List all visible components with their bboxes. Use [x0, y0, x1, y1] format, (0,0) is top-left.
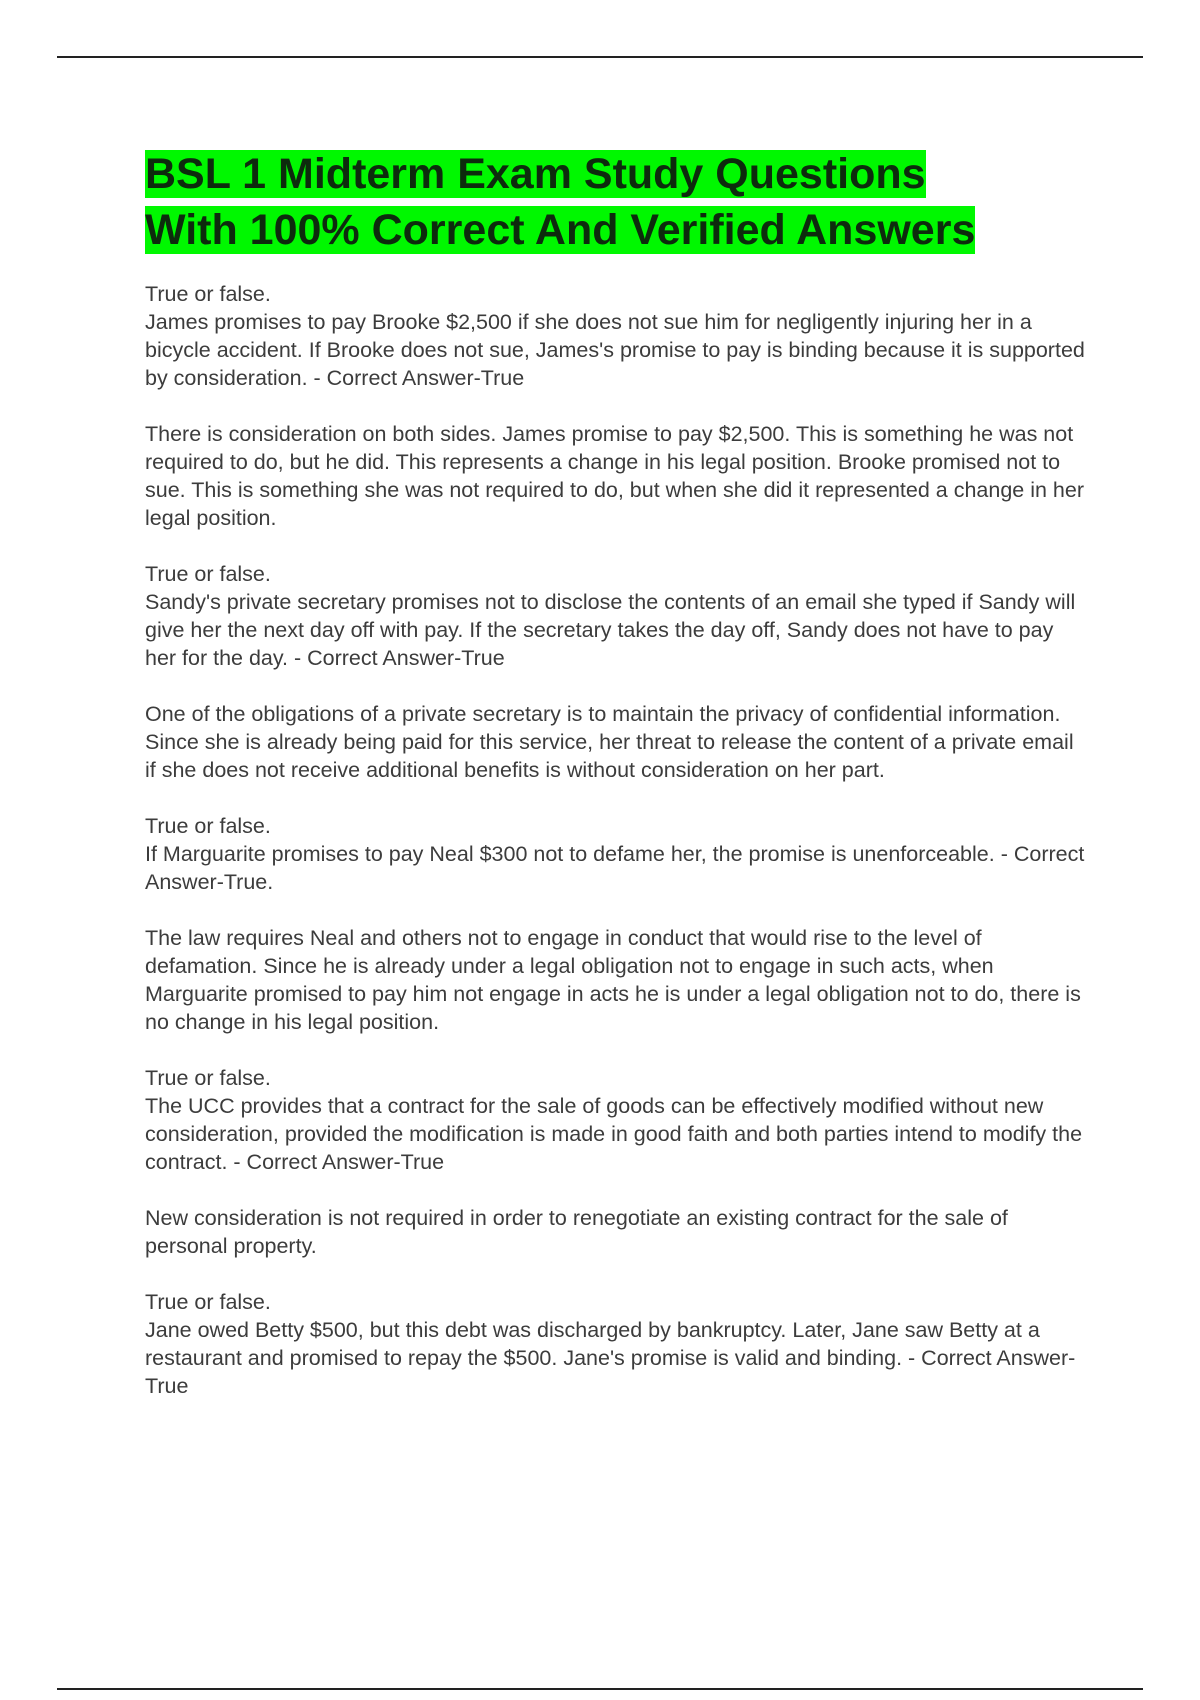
explanation-block-3	[145, 924, 1090, 1036]
explanation-text: One of the obligations of a private secretary is to maintain the privacy of confidential information. Since she is already being paid for this service, her threat to release the content of a private email if she does not receive additional benefits is without consideration on her part.	[145, 702, 1074, 782]
question-text: James promises to pay Brooke $2,500 if she does not sue him for negligently injuring her in a bicycle accident. If Brooke does not sue, James's promise to pay is binding because it is supported by consideration. - Correct Answer-True	[145, 310, 1085, 390]
explanation-block-4	[145, 1204, 1090, 1260]
top-rule	[57, 56, 1143, 58]
question-prompt: True or false.	[145, 814, 271, 838]
question-text: Sandy's private secretary promises not to disclose the contents of an email she typed if Sandy will give her the next day off with pay. If the secretary takes the day off, Sandy does not have to pay her for the day. - Correct Answer-True	[145, 590, 1076, 670]
explanation-text: There is consideration on both sides. James promise to pay $2,500. This is something he was not required to do, but he did. This represents a change in his legal position. Brooke promised not to sue. This is something she was not required to do, but when she did it represented a change in her legal position.	[145, 422, 1085, 530]
title-line-1: BSL 1 Midterm Exam Study Questions	[145, 150, 926, 198]
title-line-2: With 100% Correct And Verified Answers	[145, 206, 976, 254]
question-text: The UCC provides that a contract for the sale of goods can be effectively modified without new consideration, provided the modification is made in good faith and both parties intend to modify the contract. - Correct Answer-True	[145, 1094, 1083, 1174]
question-text: Jane owed Betty $500, but this debt was discharged by bankruptcy. Later, Jane saw Betty at a restaurant and promised to repay the $500. Jane's promise is valid and binding. - Correct Answer-True	[145, 1318, 1076, 1398]
question-text: If Marguarite promises to pay Neal $300 not to defame her, the promise is unenforceable. - Correct Answer-True.	[145, 842, 1085, 894]
explanation-text: New consideration is not required in order to renegotiate an existing contract for the sale of personal property.	[145, 1206, 1008, 1258]
question-prompt: True or false.	[145, 562, 271, 586]
explanation-block-1	[145, 420, 1090, 532]
question-prompt: True or false.	[145, 1290, 271, 1314]
explanation-text: The law requires Neal and others not to engage in conduct that would rise to the level of defamation. Since he is already under a legal obligation not to engage in such acts, when Marguarite promised to pay him not engage in acts he is under a legal obligation not to do, there is no change in his legal position.	[145, 926, 1081, 1034]
question-block-3	[145, 812, 1090, 896]
explanation-block-2	[145, 700, 1090, 784]
question-prompt: True or false.	[145, 1066, 271, 1090]
question-prompt: True or false.	[145, 282, 271, 306]
question-block-2	[145, 560, 1090, 672]
question-block-1	[145, 280, 1090, 392]
document-title	[145, 146, 1090, 258]
bottom-rule	[57, 1688, 1143, 1690]
question-block-5	[145, 1288, 1090, 1400]
document-body	[145, 146, 1090, 1428]
question-block-4	[145, 1064, 1090, 1176]
